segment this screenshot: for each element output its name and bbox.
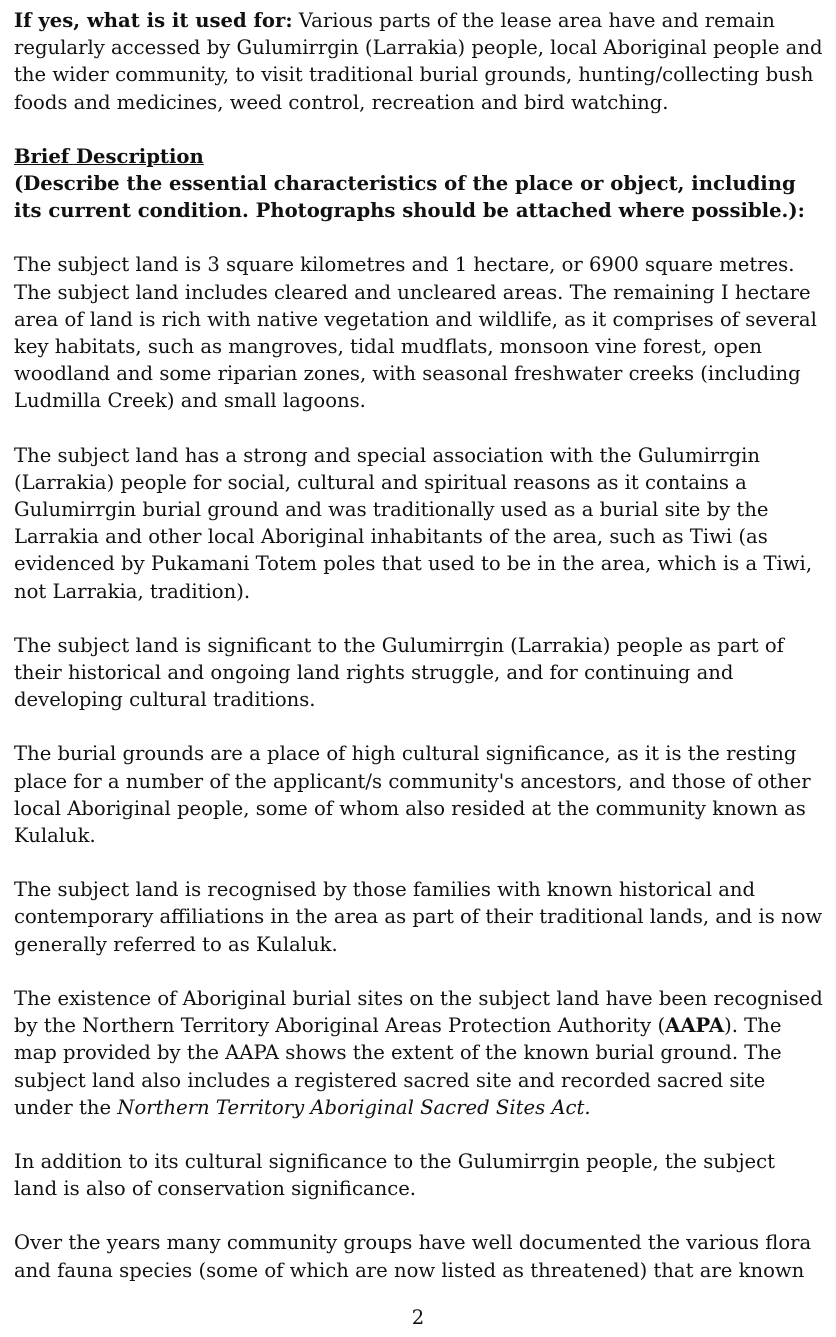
paragraph-association: The subject land has a strong and special association with the Gulumirrgin (Larrakia) people for social, cultural and spiritual reasons as it contains a Gulumirrgin burial ground and was traditionally used as a burial site by the Larrakia and other local Aboriginal inhabitants of the area, such as Tiwi (as evidenced by Pukamani Totem poles that used to be in the area, which is a Tiwi, not Larrakia, tradition). [14, 443, 813, 603]
paragraph-burial-grounds: The burial grounds are a place of high cultural significance, as it is the resting place for a number of the applicant/s community's ancestors, and those of other local Aboriginal people, some of whom also resided at the community known as Kulaluk. [14, 742, 811, 848]
intro-text: Various parts of the lease area have and remain regularly accessed by Gulumirrgin (Larrakia) people, local Aboriginal people and the wider community, to visit traditional burial grounds, hunting/collecting bush foods and medicines, weed control, recreation and bird watching. [14, 9, 823, 114]
paragraph-land-size: The subject land is 3 square kilometres and 1 hectare, or 6900 square metres. The subject land includes cleared and uncleared areas. The remaining I hectare area of land is rich with native vegetation and wildlife, as it comprises of several key habitats, such as mangroves, tidal mudflats, monsoon vine forest, open woodland and some riparian zones, with seasonal freshwater creeks (including Ludmilla Creek) and small lagoons. [14, 253, 817, 413]
paragraph-land-rights: The subject land is significant to the Gulumirrgin (Larrakia) people as part of their historical and ongoing land rights struggle, and for continuing and developing cultural traditions. [14, 633, 784, 712]
aapa-text-a: The existence of Aboriginal burial sites on the subject land have been recognised by the Northern Territory Aboriginal Areas Protection Authority ( [14, 986, 823, 1038]
brief-description-heading: Brief Description [14, 144, 204, 168]
paragraph-kulaluk: The subject land is recognised by those families with known historical and contemporary affiliations in the area as part of their traditional lands, and is now generally referred to as Kulaluk. [14, 878, 823, 956]
sacred-sites-act-title: Northern Territory Aboriginal Sacred Sites Act. [117, 1095, 591, 1119]
aapa-text-c: ). The map provided by the AAPA shows the extent of the known burial ground. The subject land also includes a registered sacred site and recorded sacred site under the [14, 1014, 782, 1119]
instruction-text: (Describe the essential characteristics of the place or object, including its current condition. Photographs should be attached where possible.): [14, 172, 805, 223]
paragraph-aapa [14, 985, 824, 1121]
intro-paragraph [14, 7, 824, 116]
paragraph-conservation: In addition to its cultural significance to the Gulumirrgin people, the subject land is also of conservation significance. [14, 1149, 775, 1201]
aapa-acronym: AAPA [665, 1014, 725, 1038]
intro-label: If yes, what is it used for: [14, 9, 293, 32]
paragraph-flora-fauna: Over the years many community groups have well documented the various flora and fauna species (some of which are now listed as threatened) that are known [14, 1231, 812, 1282]
document-body [14, 7, 824, 1284]
brief-description-instruction [14, 170, 824, 224]
page-number: 2 [411, 1306, 425, 1329]
